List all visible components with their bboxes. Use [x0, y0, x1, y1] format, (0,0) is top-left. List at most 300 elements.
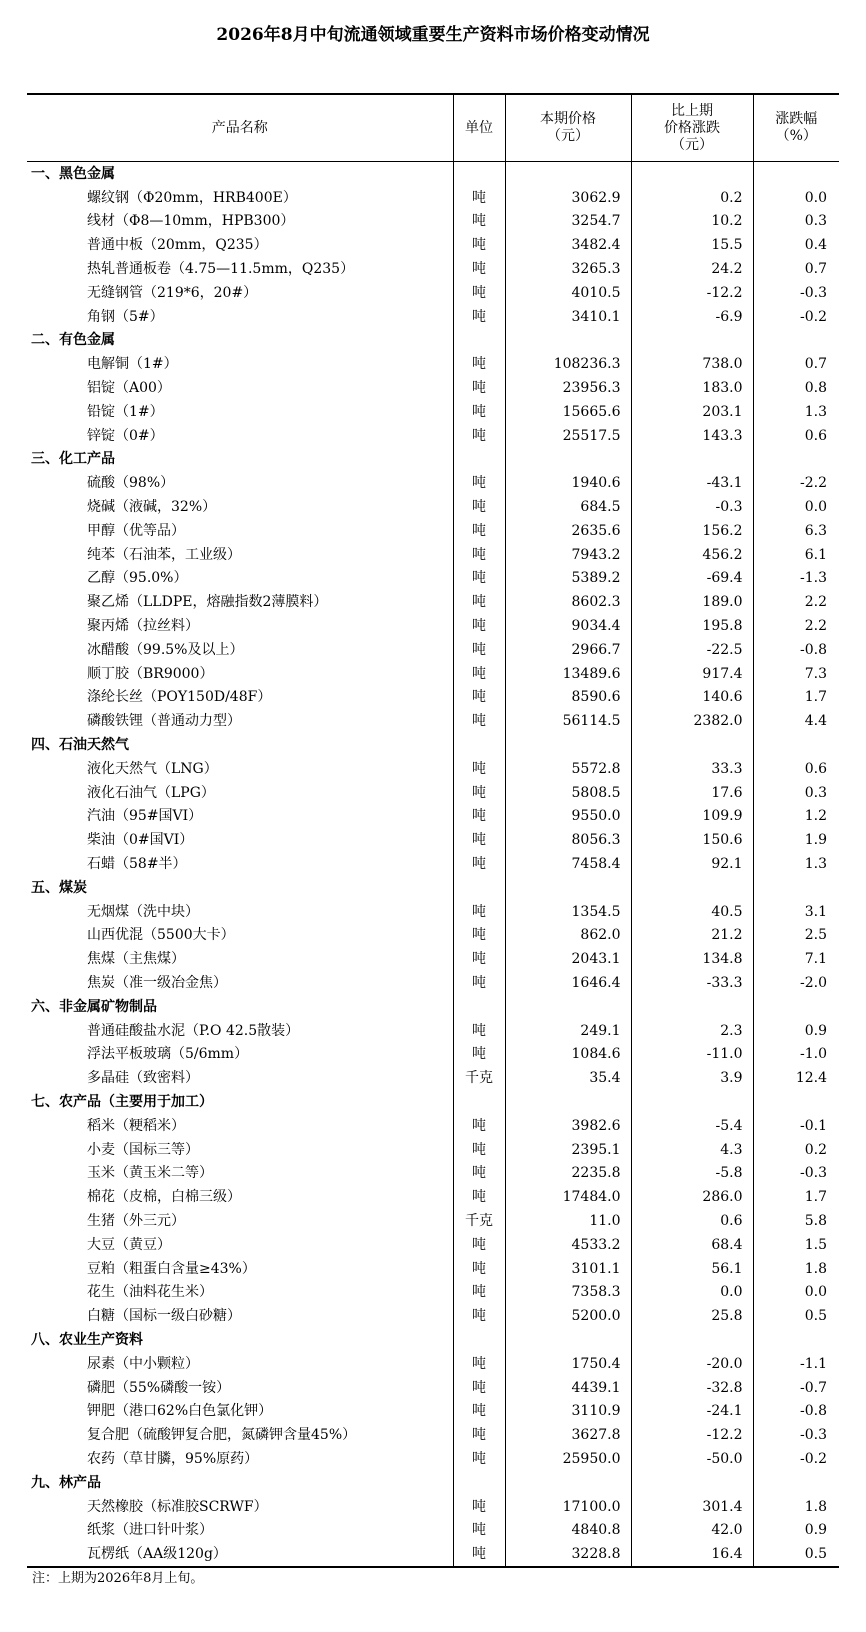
- category-empty-cell: [631, 995, 753, 1019]
- product-name: 农药（草甘膦，95%原药）: [27, 1447, 453, 1471]
- header-unit: [453, 94, 505, 162]
- price-table: [27, 93, 839, 1568]
- header-unit-text: 单位: [465, 119, 493, 136]
- product-name: 甲醇（优等品）: [27, 519, 453, 543]
- product-name: 稻米（粳稻米）: [27, 1114, 453, 1138]
- pct-cell: -1.1: [800, 1355, 827, 1372]
- product-name: 焦炭（准一级冶金焦）: [27, 971, 453, 995]
- category-empty-cell: [453, 329, 505, 353]
- table-row: [27, 852, 839, 876]
- price-cell: 8590.6: [505, 686, 631, 710]
- product-name: 线材（Φ8—10mm，HPB300）: [27, 210, 453, 234]
- product-name: 液化石油气（LPG）: [27, 781, 453, 805]
- unit-cell: 吨: [453, 352, 505, 376]
- pct-cell: 1.7: [804, 689, 827, 706]
- pct-cell: 6.3: [804, 522, 827, 539]
- product-name: 小麦（国标三等）: [27, 1138, 453, 1162]
- unit-cell: 吨: [453, 376, 505, 400]
- price-cell: 2043.1: [505, 947, 631, 971]
- pct-cell: 7.3: [804, 665, 827, 682]
- change-cell: 2.3: [631, 1019, 753, 1043]
- table-row: [27, 757, 839, 781]
- price-cell: 1750.4: [505, 1352, 631, 1376]
- product-name: 聚丙烯（拉丝料）: [27, 614, 453, 638]
- product-name: 磷酸铁锂（普通动力型）: [27, 709, 453, 733]
- price-cell: 4439.1: [505, 1376, 631, 1400]
- table-row: [27, 376, 839, 400]
- change-cell: -32.8: [631, 1376, 753, 1400]
- price-cell: 5389.2: [505, 567, 631, 591]
- change-cell: 68.4: [631, 1233, 753, 1257]
- change-cell: -5.8: [631, 1161, 753, 1185]
- change-cell: 0.0: [631, 1280, 753, 1304]
- table-row: [27, 828, 839, 852]
- change-cell: 189.0: [631, 590, 753, 614]
- unit-cell: 吨: [453, 400, 505, 424]
- category-name: 五、煤炭: [27, 876, 453, 900]
- product-name: 无缝钢管（219*6，20#）: [27, 281, 453, 305]
- product-name: 冰醋酸（99.5%及以上）: [27, 638, 453, 662]
- unit-cell: 吨: [453, 186, 505, 210]
- category-row: [27, 733, 839, 757]
- unit-cell: 吨: [453, 495, 505, 519]
- unit-cell: 吨: [453, 947, 505, 971]
- product-name: 焦煤（主焦煤）: [27, 947, 453, 971]
- unit-cell: 吨: [453, 471, 505, 495]
- pct-cell: 0.3: [804, 213, 827, 230]
- pct-cell: 12.4: [795, 1070, 827, 1087]
- price-cell: 17484.0: [505, 1185, 631, 1209]
- table-row: [27, 543, 839, 567]
- table-row: [27, 1138, 839, 1162]
- price-cell: 862.0: [505, 924, 631, 948]
- category-empty-cell: [631, 329, 753, 353]
- pct-cell: 1.5: [804, 1236, 827, 1253]
- change-cell: 17.6: [631, 781, 753, 805]
- pct-cell: -1.3: [800, 570, 827, 587]
- price-cell: 13489.6: [505, 662, 631, 686]
- header-name-text: 产品名称: [211, 119, 268, 136]
- change-cell: 917.4: [631, 662, 753, 686]
- price-cell: 4010.5: [505, 281, 631, 305]
- change-cell: 42.0: [631, 1518, 753, 1542]
- product-name: 液化天然气（LNG）: [27, 757, 453, 781]
- product-name: 山西优混（5500大卡）: [27, 924, 453, 948]
- category-row: [27, 1090, 839, 1114]
- category-row: [27, 995, 839, 1019]
- unit-cell: 吨: [453, 781, 505, 805]
- category-row: [27, 162, 839, 186]
- category-empty-cell: [453, 995, 505, 1019]
- change-cell: -6.9: [631, 305, 753, 329]
- category-row: [27, 1328, 839, 1352]
- unit-cell: 吨: [453, 1138, 505, 1162]
- pct-cell: 1.9: [804, 832, 827, 849]
- unit-cell: 吨: [453, 900, 505, 924]
- table-row: [27, 471, 839, 495]
- category-empty-cell: [753, 448, 839, 472]
- table-header: [27, 94, 839, 162]
- change-cell: 24.2: [631, 257, 753, 281]
- table-row: [27, 257, 839, 281]
- unit-cell: 吨: [453, 1423, 505, 1447]
- change-cell: 25.8: [631, 1304, 753, 1328]
- change-cell: 33.3: [631, 757, 753, 781]
- price-cell: 7458.4: [505, 852, 631, 876]
- category-empty-cell: [453, 1328, 505, 1352]
- unit-cell: 吨: [453, 1114, 505, 1138]
- table-row: [27, 1019, 839, 1043]
- change-cell: 301.4: [631, 1495, 753, 1519]
- price-cell: 3410.1: [505, 305, 631, 329]
- price-cell: 3228.8: [505, 1542, 631, 1567]
- price-cell: 25950.0: [505, 1447, 631, 1471]
- unit-cell: 吨: [453, 1185, 505, 1209]
- product-name: 铝锭（A00）: [27, 376, 453, 400]
- category-empty-cell: [631, 448, 753, 472]
- product-name: 浮法平板玻璃（5/6mm）: [27, 1042, 453, 1066]
- unit-cell: 吨: [453, 614, 505, 638]
- price-cell: 17100.0: [505, 1495, 631, 1519]
- table-row: [27, 805, 839, 829]
- product-name: 多晶硅（致密料）: [27, 1066, 453, 1090]
- product-name: 涤纶长丝（POY150D/48F）: [27, 686, 453, 710]
- unit-cell: 吨: [453, 924, 505, 948]
- change-cell: -33.3: [631, 971, 753, 995]
- change-cell: 150.6: [631, 828, 753, 852]
- change-cell: -22.5: [631, 638, 753, 662]
- pct-cell: 0.0: [804, 499, 827, 516]
- pct-cell: 0.6: [804, 427, 827, 444]
- price-cell: 8056.3: [505, 828, 631, 852]
- table-row: [27, 210, 839, 234]
- unit-cell: 吨: [453, 1447, 505, 1471]
- change-cell: -20.0: [631, 1352, 753, 1376]
- pct-cell: 0.9: [804, 1522, 827, 1539]
- pct-cell: 0.7: [804, 356, 827, 373]
- price-cell: 9550.0: [505, 805, 631, 829]
- product-name: 无烟煤（洗中块）: [27, 900, 453, 924]
- price-cell: 1646.4: [505, 971, 631, 995]
- unit-cell: 吨: [453, 1042, 505, 1066]
- unit-cell: 吨: [453, 1257, 505, 1281]
- table-row: [27, 1495, 839, 1519]
- change-cell: -5.4: [631, 1114, 753, 1138]
- pct-cell: 0.0: [804, 189, 827, 206]
- price-cell: 25517.5: [505, 424, 631, 448]
- change-cell: 21.2: [631, 924, 753, 948]
- category-row: [27, 329, 839, 353]
- pct-cell: 2.5: [804, 927, 827, 944]
- change-cell: 156.2: [631, 519, 753, 543]
- change-cell: -12.2: [631, 1423, 753, 1447]
- category-empty-cell: [505, 448, 631, 472]
- category-name: 一、黑色金属: [27, 162, 453, 186]
- product-name: 普通中板（20mm，Q235）: [27, 233, 453, 257]
- pct-cell: 5.8: [804, 1212, 827, 1229]
- unit-cell: 吨: [453, 1019, 505, 1043]
- category-name: 四、石油天然气: [27, 733, 453, 757]
- category-empty-cell: [505, 329, 631, 353]
- change-cell: 2382.0: [631, 709, 753, 733]
- pct-cell: -0.7: [800, 1379, 827, 1396]
- table-row: [27, 1185, 839, 1209]
- product-name: 汽油（95#国VI）: [27, 805, 453, 829]
- price-cell: 2635.6: [505, 519, 631, 543]
- table-row: [27, 1399, 839, 1423]
- product-name: 磷肥（55%磷酸一铵）: [27, 1376, 453, 1400]
- product-name: 普通硅酸盐水泥（P.O 42.5散装）: [27, 1019, 453, 1043]
- table-row: [27, 352, 839, 376]
- price-cell: 684.5: [505, 495, 631, 519]
- category-row: [27, 1471, 839, 1495]
- unit-cell: 吨: [453, 1352, 505, 1376]
- table-row: [27, 638, 839, 662]
- category-empty-cell: [505, 995, 631, 1019]
- table-row: [27, 567, 839, 591]
- product-name: 花生（油料花生米）: [27, 1280, 453, 1304]
- category-empty-cell: [453, 162, 505, 186]
- unit-cell: 吨: [453, 662, 505, 686]
- unit-cell: 吨: [453, 1542, 505, 1567]
- unit-cell: 吨: [453, 1280, 505, 1304]
- pct-cell: 0.7: [804, 261, 827, 278]
- pct-cell: 0.0: [804, 1284, 827, 1301]
- pct-cell: -0.8: [800, 641, 827, 658]
- unit-cell: 吨: [453, 567, 505, 591]
- page-title: 2026年8月中旬流通领域重要生产资料市场价格变动情况: [216, 25, 650, 45]
- table-row: [27, 947, 839, 971]
- pct-cell: 3.1: [804, 903, 827, 920]
- header-change: [631, 94, 753, 162]
- unit-cell: 吨: [453, 281, 505, 305]
- product-name: 螺纹钢（Φ20mm，HRB400E）: [27, 186, 453, 210]
- product-name: 聚乙烯（LLDPE，熔融指数2薄膜料）: [27, 590, 453, 614]
- table-row: [27, 1042, 839, 1066]
- change-cell: 203.1: [631, 400, 753, 424]
- table-row: [27, 1280, 839, 1304]
- unit-cell: 吨: [453, 828, 505, 852]
- change-cell: 195.8: [631, 614, 753, 638]
- unit-cell: 吨: [453, 638, 505, 662]
- table-row: [27, 1114, 839, 1138]
- product-name: 天然橡胶（标准胶SCRWF）: [27, 1495, 453, 1519]
- price-cell: 56114.5: [505, 709, 631, 733]
- table-row: [27, 614, 839, 638]
- table-row: [27, 1066, 839, 1090]
- price-cell: 4533.2: [505, 1233, 631, 1257]
- product-name: 复合肥（硫酸钾复合肥，氮磷钾含量45%）: [27, 1423, 453, 1447]
- product-name: 铅锭（1#）: [27, 400, 453, 424]
- product-name: 锌锭（0#）: [27, 424, 453, 448]
- table-row: [27, 1376, 839, 1400]
- pct-cell: -0.8: [800, 1403, 827, 1420]
- category-empty-cell: [753, 329, 839, 353]
- unit-cell: 吨: [453, 1399, 505, 1423]
- table-body: [27, 162, 839, 1568]
- header-pct-line2: （%）: [775, 128, 817, 144]
- price-cell: 2966.7: [505, 638, 631, 662]
- price-cell: 7943.2: [505, 543, 631, 567]
- table-row: [27, 900, 839, 924]
- category-row: [27, 448, 839, 472]
- category-empty-cell: [753, 1471, 839, 1495]
- product-name: 瓦楞纸（AA级120g）: [27, 1542, 453, 1567]
- category-name: 二、有色金属: [27, 329, 453, 353]
- product-name: 纸浆（进口针叶浆）: [27, 1518, 453, 1542]
- category-empty-cell: [505, 733, 631, 757]
- table-row: [27, 781, 839, 805]
- category-empty-cell: [453, 876, 505, 900]
- change-cell: -69.4: [631, 567, 753, 591]
- change-cell: 183.0: [631, 376, 753, 400]
- price-cell: 9034.4: [505, 614, 631, 638]
- pct-cell: -0.2: [800, 1450, 827, 1467]
- change-cell: -12.2: [631, 281, 753, 305]
- unit-cell: 吨: [453, 233, 505, 257]
- header-pct-line1: 涨跌幅: [775, 111, 818, 127]
- pct-cell: 1.7: [804, 1189, 827, 1206]
- header-price: [505, 94, 631, 162]
- price-cell: 11.0: [505, 1209, 631, 1233]
- pct-cell: -0.1: [800, 1117, 827, 1134]
- price-cell: 1354.5: [505, 900, 631, 924]
- price-cell: 2235.8: [505, 1161, 631, 1185]
- pct-cell: 0.3: [804, 784, 827, 801]
- price-cell: 5808.5: [505, 781, 631, 805]
- product-name: 乙醇（95.0%）: [27, 567, 453, 591]
- header-change-line2: 价格涨跌: [664, 119, 720, 136]
- unit-cell: 吨: [453, 686, 505, 710]
- price-cell: 1084.6: [505, 1042, 631, 1066]
- pct-cell: -0.3: [800, 284, 827, 301]
- change-cell: 92.1: [631, 852, 753, 876]
- unit-cell: 吨: [453, 1376, 505, 1400]
- pct-cell: -0.3: [800, 1165, 827, 1182]
- table-row: [27, 305, 839, 329]
- product-name: 豆粕（粗蛋白含量≥43%）: [27, 1257, 453, 1281]
- change-cell: 109.9: [631, 805, 753, 829]
- price-cell: 249.1: [505, 1019, 631, 1043]
- change-cell: 140.6: [631, 686, 753, 710]
- header-pct: [753, 94, 839, 162]
- unit-cell: 吨: [453, 1518, 505, 1542]
- pct-cell: 1.3: [804, 856, 827, 872]
- change-cell: 3.9: [631, 1066, 753, 1090]
- price-cell: 7358.3: [505, 1280, 631, 1304]
- product-name: 顺丁胶（BR9000）: [27, 662, 453, 686]
- product-name: 棉花（皮棉，白棉三级）: [27, 1185, 453, 1209]
- product-name: 石蜡（58#半）: [27, 852, 453, 876]
- table-row: [27, 709, 839, 733]
- header-price-line1: 本期价格: [540, 111, 596, 127]
- price-cell: 4840.8: [505, 1518, 631, 1542]
- change-cell: 56.1: [631, 1257, 753, 1281]
- pct-cell: 0.5: [753, 1542, 839, 1567]
- table-row: [27, 495, 839, 519]
- pct-cell: 0.4: [804, 237, 827, 254]
- table-row: [27, 1352, 839, 1376]
- header-price-line2: （元）: [547, 128, 589, 144]
- product-name: 尿素（中小颗粒）: [27, 1352, 453, 1376]
- unit-cell: 吨: [453, 971, 505, 995]
- table-row: [27, 924, 839, 948]
- pct-cell: 1.3: [804, 403, 827, 420]
- product-name: 大豆（黄豆）: [27, 1233, 453, 1257]
- table-row: [27, 590, 839, 614]
- price-cell: 23956.3: [505, 376, 631, 400]
- price-cell: 8602.3: [505, 590, 631, 614]
- price-cell: 3062.9: [505, 186, 631, 210]
- price-cell: 5572.8: [505, 757, 631, 781]
- change-cell: -0.3: [631, 495, 753, 519]
- unit-cell: 吨: [453, 805, 505, 829]
- header-change-line1: 比上期: [671, 102, 713, 119]
- pct-cell: -2.0: [800, 974, 827, 991]
- price-cell: 5200.0: [505, 1304, 631, 1328]
- change-cell: -11.0: [631, 1042, 753, 1066]
- table-row: [27, 1161, 839, 1185]
- pct-cell: 4.4: [804, 713, 827, 730]
- unit-cell: 吨: [453, 305, 505, 329]
- pct-cell: 0.5: [804, 1308, 827, 1325]
- price-cell: 3254.7: [505, 210, 631, 234]
- unit-cell: 吨: [453, 424, 505, 448]
- product-name: 玉米（黄玉米二等）: [27, 1161, 453, 1185]
- table-row: [27, 519, 839, 543]
- pct-cell: 1.8: [804, 1498, 827, 1515]
- category-name: 七、农产品（主要用于加工）: [27, 1090, 453, 1114]
- category-empty-cell: [631, 1090, 753, 1114]
- category-name: 六、非金属矿物制品: [27, 995, 453, 1019]
- category-name: 九、林产品: [27, 1471, 453, 1495]
- change-cell: -43.1: [631, 471, 753, 495]
- change-cell: 0.6: [631, 1209, 753, 1233]
- table-row: [27, 971, 839, 995]
- category-name: 三、化工产品: [27, 448, 453, 472]
- product-name: 纯苯（石油苯，工业级）: [27, 543, 453, 567]
- table-row: [27, 281, 839, 305]
- price-cell: 108236.3: [505, 352, 631, 376]
- pct-cell: 7.1: [804, 951, 827, 968]
- pct-cell: 0.8: [804, 380, 827, 397]
- pct-cell: 0.9: [804, 1022, 827, 1039]
- price-cell: 3482.4: [505, 233, 631, 257]
- category-empty-cell: [453, 1471, 505, 1495]
- price-cell: 3627.8: [505, 1423, 631, 1447]
- change-cell: 15.5: [631, 233, 753, 257]
- unit-cell: 千克: [453, 1209, 505, 1233]
- pct-cell: -2.2: [800, 475, 827, 492]
- price-cell: 3101.1: [505, 1257, 631, 1281]
- table-row: [27, 1518, 839, 1542]
- unit-cell: 吨: [453, 519, 505, 543]
- category-name: 八、农业生产资料: [27, 1328, 453, 1352]
- unit-cell: 吨: [453, 757, 505, 781]
- pct-cell: -0.3: [800, 1427, 827, 1444]
- category-empty-cell: [505, 876, 631, 900]
- table-row: [27, 1423, 839, 1447]
- unit-cell: 千克: [453, 1066, 505, 1090]
- pct-cell: 1.2: [804, 808, 827, 825]
- table-row: [27, 1447, 839, 1471]
- change-cell: 134.8: [631, 947, 753, 971]
- price-cell: 3110.9: [505, 1399, 631, 1423]
- unit-cell: 吨: [453, 709, 505, 733]
- table-row: [27, 1233, 839, 1257]
- product-name: 电解铜（1#）: [27, 352, 453, 376]
- unit-cell: 吨: [453, 1161, 505, 1185]
